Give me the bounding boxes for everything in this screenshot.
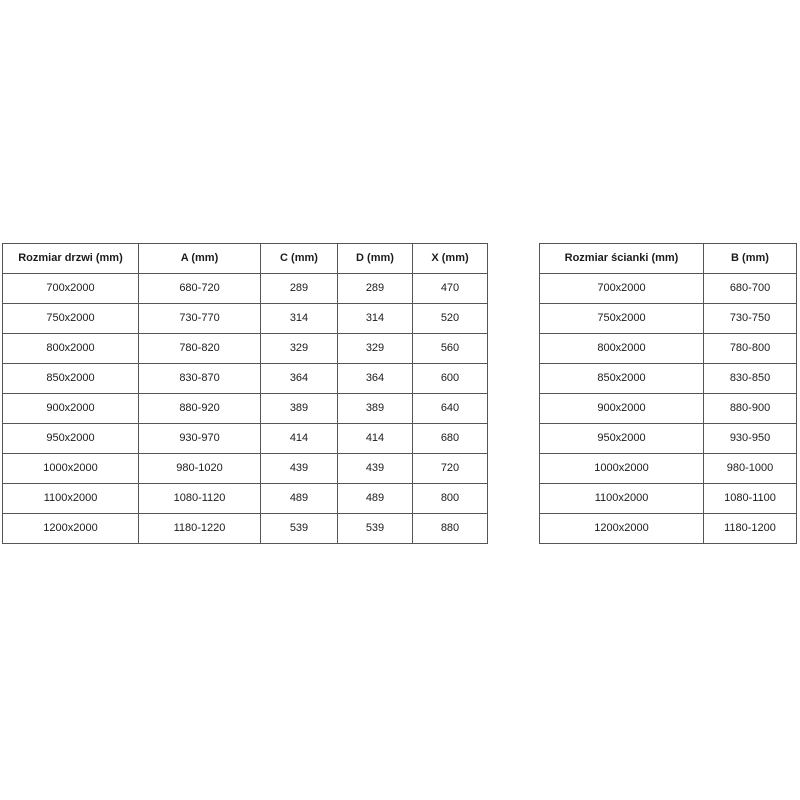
table-cell: 880-900 xyxy=(704,394,797,424)
table-cell: 850x2000 xyxy=(3,364,139,394)
table-cell: 289 xyxy=(338,274,413,304)
table-cell: 560 xyxy=(413,334,488,364)
table-cell: 750x2000 xyxy=(3,304,139,334)
column-header: A (mm) xyxy=(139,244,261,274)
table-cell: 1080-1100 xyxy=(704,484,797,514)
table-cell: 680 xyxy=(413,424,488,454)
table-row xyxy=(3,364,488,394)
wall-size-table xyxy=(539,243,797,544)
table-cell: 439 xyxy=(338,454,413,484)
table-cell: 314 xyxy=(338,304,413,334)
door-size-table-body xyxy=(3,274,488,544)
table-cell: 439 xyxy=(261,454,338,484)
table-cell: 900x2000 xyxy=(540,394,704,424)
table-cell: 930-950 xyxy=(704,424,797,454)
table-cell: 640 xyxy=(413,394,488,424)
column-header: Rozmiar drzwi (mm) xyxy=(3,244,139,274)
table-row xyxy=(540,484,797,514)
table-cell: 414 xyxy=(338,424,413,454)
table-cell: 750x2000 xyxy=(540,304,704,334)
table-row xyxy=(3,514,488,544)
table-cell: 680-700 xyxy=(704,274,797,304)
table-cell: 880 xyxy=(413,514,488,544)
column-header: X (mm) xyxy=(413,244,488,274)
column-header: C (mm) xyxy=(261,244,338,274)
table-cell: 800x2000 xyxy=(3,334,139,364)
table-cell: 900x2000 xyxy=(3,394,139,424)
table-cell: 1200x2000 xyxy=(540,514,704,544)
table-cell: 389 xyxy=(261,394,338,424)
table-cell: 329 xyxy=(261,334,338,364)
table-cell: 364 xyxy=(338,364,413,394)
table-cell: 800x2000 xyxy=(540,334,704,364)
table-cell: 680-720 xyxy=(139,274,261,304)
table-cell: 414 xyxy=(261,424,338,454)
table-cell: 1200x2000 xyxy=(3,514,139,544)
table-cell: 720 xyxy=(413,454,488,484)
table-cell: 289 xyxy=(261,274,338,304)
table-cell: 329 xyxy=(338,334,413,364)
table-cell: 600 xyxy=(413,364,488,394)
table-cell: 950x2000 xyxy=(3,424,139,454)
table-cell: 730-770 xyxy=(139,304,261,334)
table-cell: 1000x2000 xyxy=(540,454,704,484)
table-row xyxy=(540,274,797,304)
table-cell: 930-970 xyxy=(139,424,261,454)
table-cell: 470 xyxy=(413,274,488,304)
table-row xyxy=(540,304,797,334)
table-row xyxy=(540,424,797,454)
header-row xyxy=(540,244,797,274)
table-cell: 700x2000 xyxy=(3,274,139,304)
table-cell: 800 xyxy=(413,484,488,514)
table-cell: 1100x2000 xyxy=(3,484,139,514)
table-cell: 1100x2000 xyxy=(540,484,704,514)
table-row xyxy=(540,454,797,484)
column-header: B (mm) xyxy=(704,244,797,274)
table-cell: 730-750 xyxy=(704,304,797,334)
table-cell: 489 xyxy=(338,484,413,514)
table-row xyxy=(3,304,488,334)
table-cell: 539 xyxy=(261,514,338,544)
table-row xyxy=(540,364,797,394)
table-cell: 830-850 xyxy=(704,364,797,394)
door-size-table xyxy=(2,243,488,544)
table-cell: 850x2000 xyxy=(540,364,704,394)
table-cell: 1180-1220 xyxy=(139,514,261,544)
table-row xyxy=(3,274,488,304)
table-row xyxy=(3,454,488,484)
column-header: D (mm) xyxy=(338,244,413,274)
table-cell: 780-820 xyxy=(139,334,261,364)
header-row xyxy=(3,244,488,274)
table-cell: 314 xyxy=(261,304,338,334)
wall-size-table-body xyxy=(540,274,797,544)
table-row xyxy=(540,394,797,424)
column-header: Rozmiar ścianki (mm) xyxy=(540,244,704,274)
table-row xyxy=(540,514,797,544)
table-cell: 880-920 xyxy=(139,394,261,424)
table-cell: 980-1020 xyxy=(139,454,261,484)
table-cell: 489 xyxy=(261,484,338,514)
table-cell: 700x2000 xyxy=(540,274,704,304)
table-cell: 389 xyxy=(338,394,413,424)
table-row xyxy=(540,334,797,364)
table-cell: 1180-1200 xyxy=(704,514,797,544)
table-cell: 1000x2000 xyxy=(3,454,139,484)
table-cell: 539 xyxy=(338,514,413,544)
table-row xyxy=(3,394,488,424)
table-cell: 830-870 xyxy=(139,364,261,394)
table-cell: 950x2000 xyxy=(540,424,704,454)
table-cell: 780-800 xyxy=(704,334,797,364)
table-row xyxy=(3,424,488,454)
table-cell: 980-1000 xyxy=(704,454,797,484)
table-row xyxy=(3,484,488,514)
table-cell: 520 xyxy=(413,304,488,334)
table-row xyxy=(3,334,488,364)
table-cell: 1080-1120 xyxy=(139,484,261,514)
table-cell: 364 xyxy=(261,364,338,394)
